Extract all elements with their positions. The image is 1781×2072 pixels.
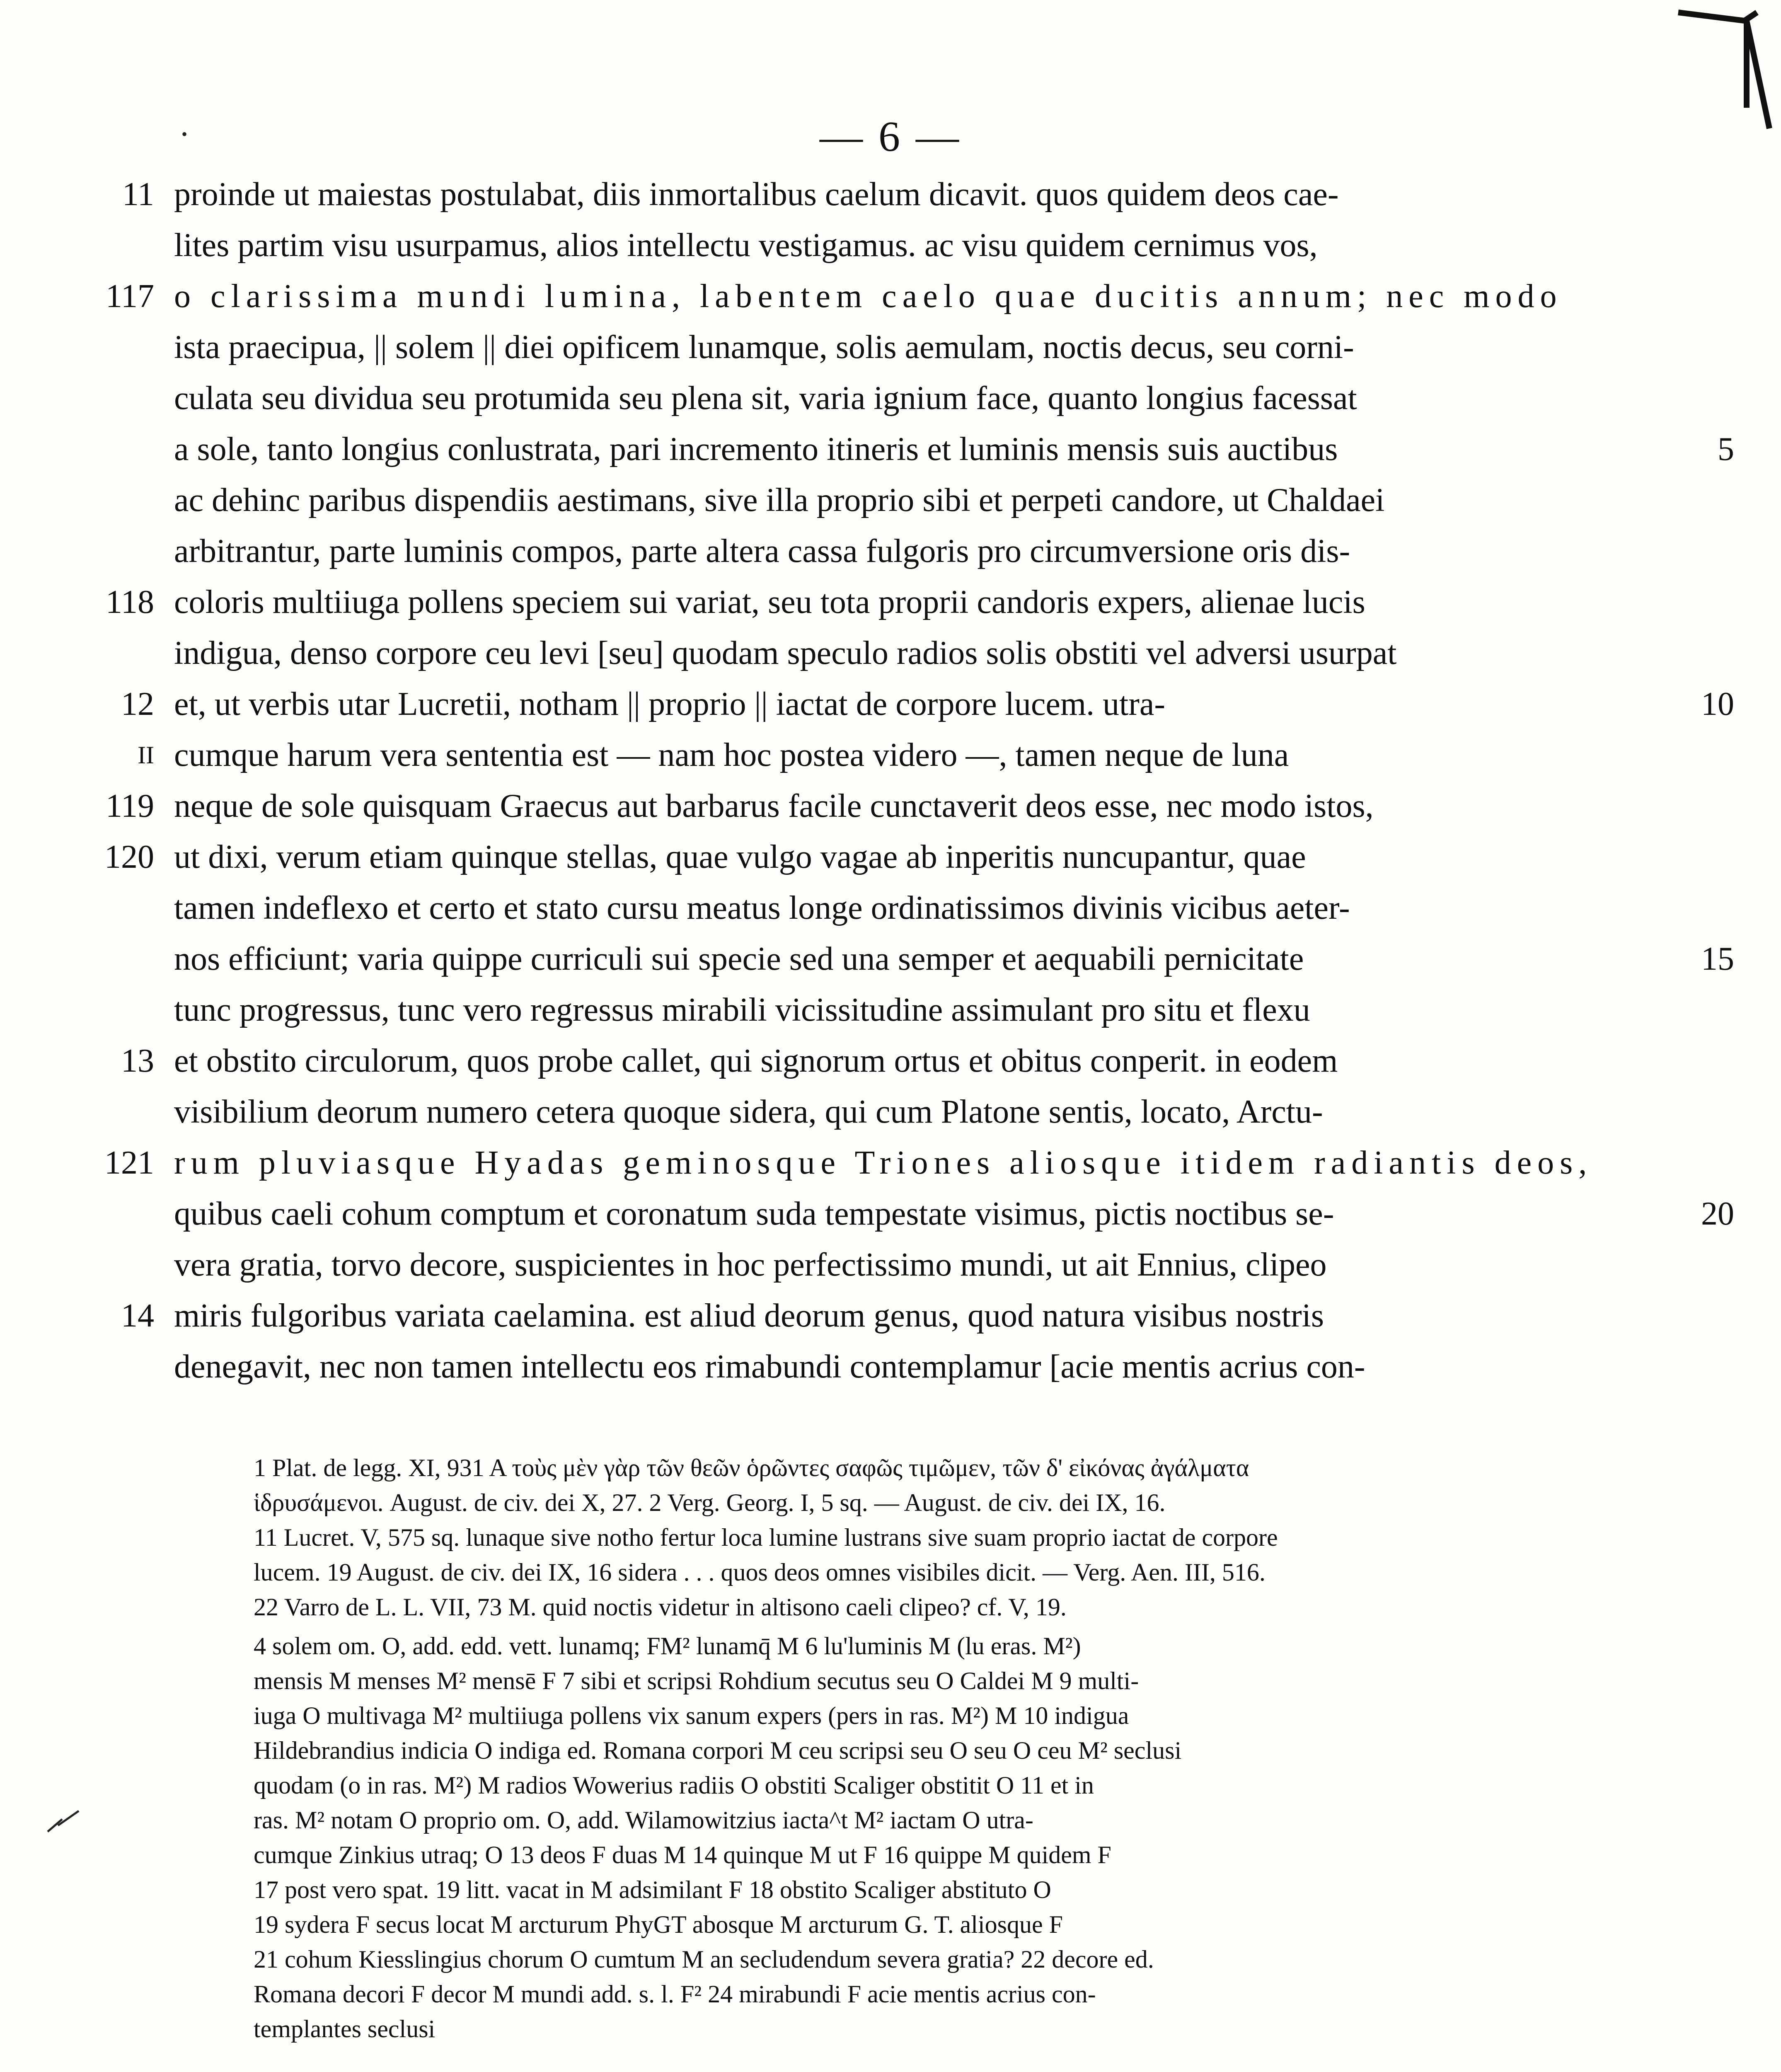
line-marker-left: 117 xyxy=(105,278,154,315)
text-line xyxy=(174,526,1666,577)
source-note-line: lucem. 19 August. de civ. dei IX, 16 sidera . . . quos deos omnes visibiles dicit. — Verg. Aen. III, 516. xyxy=(254,1559,1266,1586)
line-marker-left: 13 xyxy=(121,1043,154,1079)
print-corner-mark xyxy=(1674,4,1774,141)
apparatus-line: cumque Zinkius utraq; O 13 deos F duas M 14 quinque M ut F 16 quippe M quidem F xyxy=(254,1841,1111,1869)
line-text: o clarissima mundi lumina, labentem caelo quae ducitis annum; nec modo xyxy=(174,278,1563,315)
source-note-line: 11 Lucret. V, 575 sq. lunaque sive notho fertur loca lumine lustrans sive suam proprio iactat de corpore xyxy=(254,1524,1278,1551)
line-marker-left: 11 xyxy=(122,176,154,213)
text-line xyxy=(174,1341,1666,1392)
text-line xyxy=(105,577,1666,628)
text-line xyxy=(174,424,1666,475)
line-marker-left: 12 xyxy=(121,686,154,722)
text-line xyxy=(174,220,1666,271)
line-text: ac dehinc paribus dispendiis aestimans, sive illa proprio sibi et perpeti candore, ut Chaldaei xyxy=(174,482,1385,518)
text-line xyxy=(122,169,1666,220)
text-line xyxy=(174,985,1666,1036)
line-text: et obstito circulorum, quos probe callet, qui signorum ortus et obitus conperit. in eodem xyxy=(174,1043,1338,1079)
apparatus-line: ras. M² notam O proprio om. O, add. Wilamowitzius iacta^t M² iactam O utra- xyxy=(254,1806,1033,1834)
line-text: tunc progressus, tunc vero regressus mirabili vicissitudine assimulant pro situ et flexu xyxy=(174,992,1310,1028)
line-text: visibilium deorum numero cetera quoque sidera, qui cum Platone sentis, locato, Arctu- xyxy=(174,1094,1323,1130)
text-line xyxy=(104,832,1666,883)
line-text: neque de sole quisquam Graecus aut barbarus facile cunctaverit deos esse, nec modo istos, xyxy=(174,788,1374,824)
text-line xyxy=(174,1239,1666,1290)
line-text: denegavit, nec non tamen intellectu eos rimabundi contemplamur [acie mentis acrius con- xyxy=(174,1348,1365,1385)
text-line xyxy=(105,271,1666,322)
apparatus-line: mensis M menses M² mensē F 7 sibi et scripsi Rohdium secutus seu O Caldei M 9 multi- xyxy=(254,1667,1139,1694)
text-line xyxy=(121,1036,1666,1087)
line-text: coloris multiiuga pollens speciem sui variat, seu tota proprii candoris expers, alienae lucis xyxy=(174,584,1365,620)
line-number-right: 15 xyxy=(1701,941,1734,977)
text-line xyxy=(174,934,1666,985)
line-text: rum pluviasque Hyadas geminosque Triones aliosque itidem radiantis deos, xyxy=(174,1145,1593,1181)
page-number: — 6 — xyxy=(820,113,961,160)
line-text: quibus caeli cohum comptum et coronatum suda tempestate visimus, pictis noctibus se- xyxy=(174,1196,1334,1232)
line-text: culata seu dividua seu protumida seu plena sit, varia ignium face, quanto longius facessat xyxy=(174,380,1357,416)
source-note-line: 1 Plat. de legg. XI, 931 A τοὺς μὲν γὰρ τῶν θεῶν ὁρῶντες σαφῶς τιμῶμεν, τῶν δ' εἰκόνας ἀγάλματα xyxy=(254,1454,1249,1481)
line-marker-left: 120 xyxy=(104,839,154,875)
apparatus-line: iuga O multivaga M² multiiuga pollens vix sanum expers (pers in ras. M²) M 10 indigua xyxy=(254,1702,1129,1729)
line-marker-left: 119 xyxy=(105,788,154,824)
line-text: a sole, tanto longius conlustrata, pari incremento itineris et luminis mensis suis auctibus xyxy=(174,431,1338,467)
line-number-right: 20 xyxy=(1701,1196,1734,1232)
line-text: ista praecipua, || solem || diei opificem lunamque, solis aemulam, noctis decus, seu corni- xyxy=(174,329,1354,366)
line-text: nos efficiunt; varia quippe curriculi sui specie sed una semper et aequabili pernicitate xyxy=(174,941,1304,977)
apparatus-line: quodam (o in ras. M²) M radios Wowerius radiis O obstiti Scaliger obstitit O 11 et in xyxy=(254,1772,1094,1799)
line-text: cumque harum vera sententia est — nam hoc postea videro —, tamen neque de luna xyxy=(174,737,1289,773)
line-text: lites partim visu usurpamus, alios intellectu vestigamus. ac visu quidem cernimus vos, xyxy=(174,227,1318,264)
line-text: proinde ut maiestas postulabat, diis inmortalibus caelum dicavit. quos quidem deos cae- xyxy=(174,176,1339,213)
apparatus-line: 19 sydera F secus locat M arcturum PhyGT abosque M arcturum G. T. aliosque F xyxy=(254,1911,1063,1938)
text-line xyxy=(138,730,1666,781)
apparatus-line: 17 post vero spat. 19 litt. vacat in M adsimilant F 18 obstito Scaliger abstituto O xyxy=(254,1876,1051,1903)
text-line xyxy=(121,679,1666,730)
source-note-line: ἱδρυσάμενοι. August. de civ. dei X, 27. 2 Verg. Georg. I, 5 sq. — August. de civ. dei IX, 16. xyxy=(254,1489,1166,1516)
line-text: arbitrantur, parte luminis compos, parte altera cassa fulgoris pro circumversione oris dis- xyxy=(174,533,1350,569)
source-note-line: 22 Varro de L. L. VII, 73 M. quid noctis videtur in altisono caeli clipeo? cf. V, 19. xyxy=(254,1593,1067,1621)
text-line xyxy=(121,1290,1666,1341)
main-text xyxy=(104,169,1734,1392)
line-text: et, ut verbis utar Lucretii, notham || proprio || iactat de corpore lucem. utra- xyxy=(174,686,1166,722)
apparatus-line: Hildebrandius indicia O indiga ed. Romana corpori M ceu scripsi seu O seu O ceu M² seclusi xyxy=(254,1737,1182,1764)
text-line xyxy=(174,322,1666,373)
source-notes xyxy=(254,1450,1638,1624)
text-line xyxy=(174,1188,1666,1239)
line-text: indigua, denso corpore ceu levi [seu] quodam speculo radios solis obstiti vel adversi usurpat xyxy=(174,635,1397,671)
line-marker-left: 121 xyxy=(104,1145,154,1181)
apparatus-line: 4 solem om. O, add. edd. vett. lunamq; FM² lunamq̄ M 6 lu'luminis M (lu eras. M²) xyxy=(254,1632,1081,1660)
line-marker-left: II xyxy=(138,741,154,769)
text-line xyxy=(105,781,1666,832)
apparatus-line: 21 cohum Kiesslingius chorum O cumtum M an secludendum severa gratia? 22 decore ed. xyxy=(254,1946,1154,1973)
line-text: tamen indeflexo et certo et stato cursu meatus longe ordinatissimos divinis vicibus aeter- xyxy=(174,890,1350,926)
text-line xyxy=(174,1087,1666,1138)
apparatus-line: Romana decori F decor M mundi add. s. l. F² 24 mirabundi F acie mentis acrius con- xyxy=(254,1980,1096,2008)
line-marker-left: 118 xyxy=(105,584,154,620)
line-text: miris fulgoribus variata caelamina. est aliud deorum genus, quod natura visibus nostris xyxy=(174,1297,1324,1334)
line-number-right: 5 xyxy=(1718,431,1734,467)
text-line xyxy=(174,475,1666,526)
critical-apparatus xyxy=(254,1629,1638,2046)
apparatus-line: templantes seclusi xyxy=(254,2015,436,2043)
line-text: ut dixi, verum etiam quinque stellas, quae vulgo vagae ab inperitis nuncupantur, quae xyxy=(174,839,1306,875)
line-number-right: 10 xyxy=(1701,686,1734,722)
line-text: vera gratia, torvo decore, suspicientes in hoc perfectissimo mundi, ut ait Ennius, clipeo xyxy=(174,1247,1327,1283)
print-speck-mark: • xyxy=(181,125,188,143)
margin-pencil-mark xyxy=(46,1807,83,1838)
line-marker-left: 14 xyxy=(121,1297,154,1334)
